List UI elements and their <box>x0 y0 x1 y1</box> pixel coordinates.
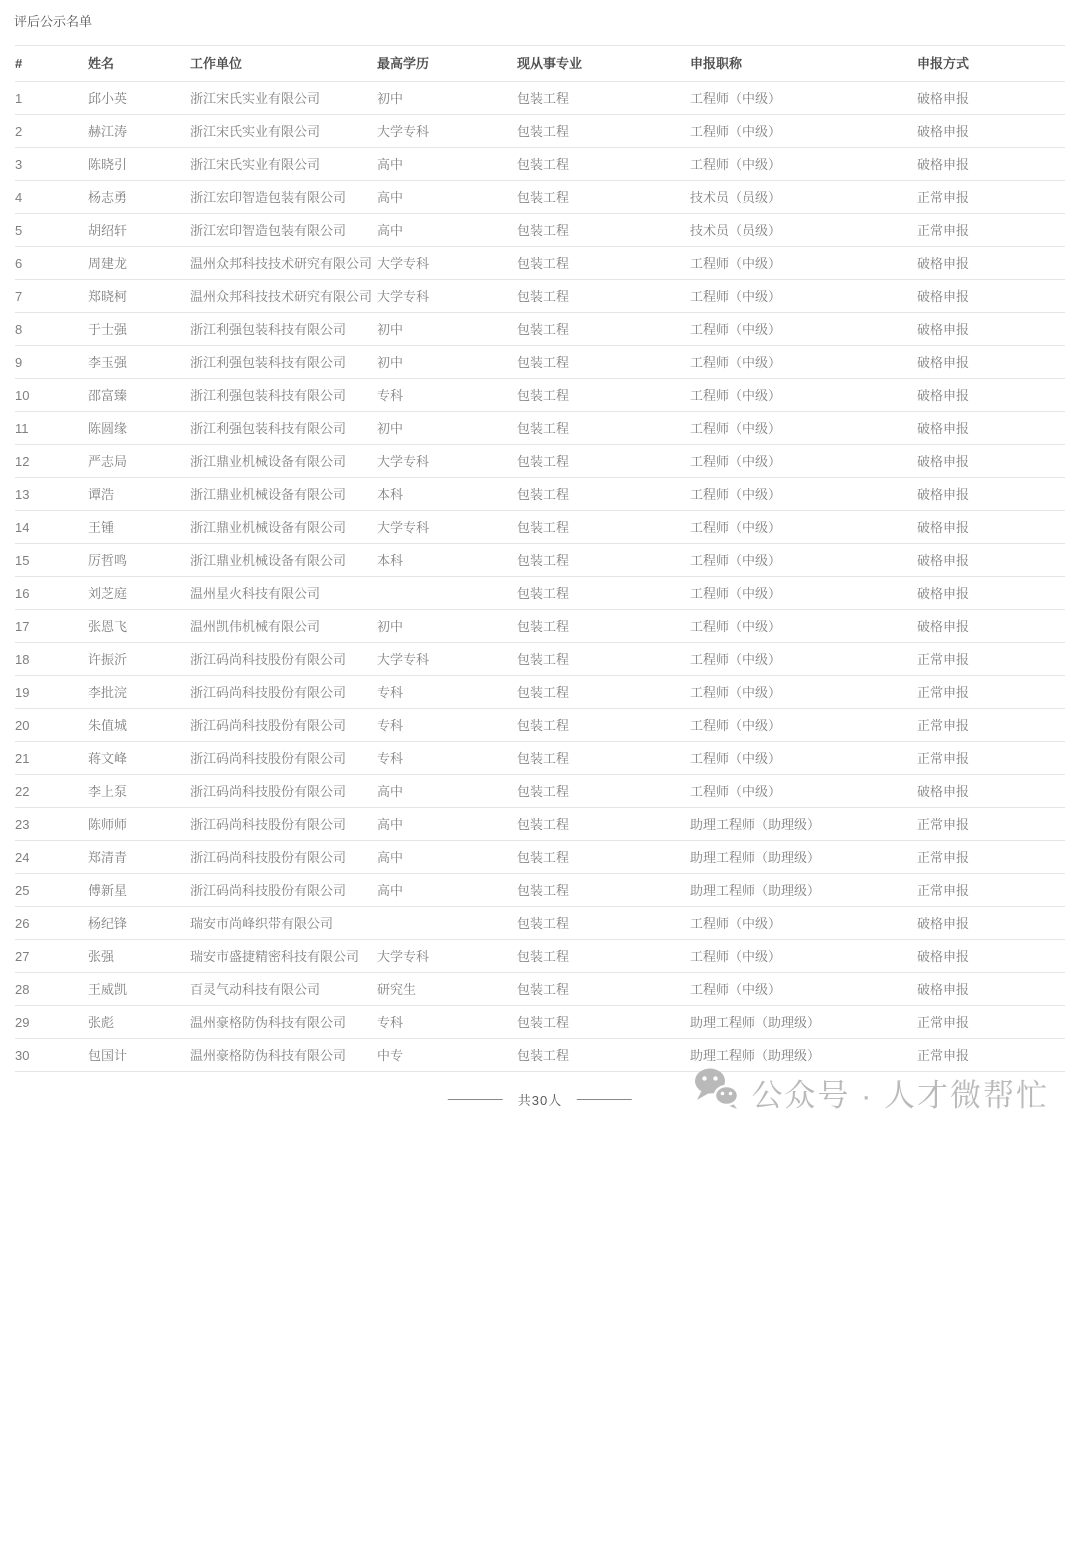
cell-num: 23 <box>15 808 88 841</box>
cell-company: 浙江宋氏实业有限公司 <box>190 148 377 181</box>
cell-method: 正常申报 <box>917 643 1065 676</box>
cell-company: 浙江鼎业机械设备有限公司 <box>190 445 377 478</box>
cell-title: 助理工程师（助理级） <box>690 1006 917 1039</box>
table-row <box>15 907 1065 940</box>
cell-method: 正常申报 <box>917 181 1065 214</box>
cell-name: 包国计 <box>88 1039 190 1072</box>
cell-num: 15 <box>15 544 88 577</box>
cell-title: 工程师（中级） <box>690 610 917 643</box>
cell-profession: 包装工程 <box>517 148 690 181</box>
cell-title: 工程师（中级） <box>690 544 917 577</box>
cell-method: 破格申报 <box>917 511 1065 544</box>
cell-education <box>377 907 517 940</box>
cell-method: 破格申报 <box>917 775 1065 808</box>
cell-education: 初中 <box>377 412 517 445</box>
table-row <box>15 676 1065 709</box>
cell-education: 初中 <box>377 313 517 346</box>
cell-title: 助理工程师（助理级） <box>690 874 917 907</box>
cell-profession: 包装工程 <box>517 742 690 775</box>
cell-num: 5 <box>15 214 88 247</box>
cell-num: 24 <box>15 841 88 874</box>
cell-company: 浙江码尚科技股份有限公司 <box>190 709 377 742</box>
cell-num: 20 <box>15 709 88 742</box>
cell-education: 初中 <box>377 82 517 115</box>
cell-title: 工程师（中级） <box>690 907 917 940</box>
table-row <box>15 379 1065 412</box>
cell-num: 22 <box>15 775 88 808</box>
cell-title: 工程师（中级） <box>690 511 917 544</box>
cell-education: 大学专科 <box>377 643 517 676</box>
cell-education <box>377 577 517 610</box>
cell-num: 25 <box>15 874 88 907</box>
cell-title: 工程师（中级） <box>690 775 917 808</box>
cell-education: 中专 <box>377 1039 517 1072</box>
cell-num: 21 <box>15 742 88 775</box>
cell-method: 破格申报 <box>917 478 1065 511</box>
cell-name: 杨志勇 <box>88 181 190 214</box>
cell-method: 破格申报 <box>917 346 1065 379</box>
cell-education: 高中 <box>377 775 517 808</box>
cell-education: 本科 <box>377 478 517 511</box>
cell-company: 浙江码尚科技股份有限公司 <box>190 808 377 841</box>
wechat-icon <box>693 1066 741 1118</box>
header-cell-num: # <box>15 46 88 82</box>
cell-company: 浙江码尚科技股份有限公司 <box>190 775 377 808</box>
cell-name: 陈圆缘 <box>88 412 190 445</box>
table-row <box>15 742 1065 775</box>
cell-name: 赫江涛 <box>88 115 190 148</box>
cell-profession: 包装工程 <box>517 709 690 742</box>
table-row <box>15 82 1065 115</box>
table-row <box>15 313 1065 346</box>
cell-title: 工程师（中级） <box>690 709 917 742</box>
cell-name: 郑清青 <box>88 841 190 874</box>
cell-method: 正常申报 <box>917 808 1065 841</box>
cell-method: 破格申报 <box>917 148 1065 181</box>
cell-method: 破格申报 <box>917 445 1065 478</box>
table-row <box>15 841 1065 874</box>
cell-company: 浙江鼎业机械设备有限公司 <box>190 544 377 577</box>
cell-name: 刘芝庭 <box>88 577 190 610</box>
cell-title: 工程师（中级） <box>690 346 917 379</box>
cell-profession: 包装工程 <box>517 379 690 412</box>
cell-method: 破格申报 <box>917 544 1065 577</box>
total-count-line <box>433 1090 647 1109</box>
cell-method: 正常申报 <box>917 676 1065 709</box>
table-row <box>15 709 1065 742</box>
cell-education: 大学专科 <box>377 115 517 148</box>
cell-num: 27 <box>15 940 88 973</box>
cell-num: 13 <box>15 478 88 511</box>
cell-education: 高中 <box>377 841 517 874</box>
cell-company: 浙江利强包装科技有限公司 <box>190 379 377 412</box>
cell-profession: 包装工程 <box>517 214 690 247</box>
cell-method: 破格申报 <box>917 577 1065 610</box>
cell-profession: 包装工程 <box>517 412 690 445</box>
cell-profession: 包装工程 <box>517 280 690 313</box>
cell-method: 破格申报 <box>917 379 1065 412</box>
cell-method: 破格申报 <box>917 280 1065 313</box>
cell-name: 邱小英 <box>88 82 190 115</box>
cell-profession: 包装工程 <box>517 940 690 973</box>
cell-profession: 包装工程 <box>517 181 690 214</box>
cell-name: 傅新星 <box>88 874 190 907</box>
cell-title: 工程师（中级） <box>690 148 917 181</box>
cell-education: 大学专科 <box>377 940 517 973</box>
cell-num: 9 <box>15 346 88 379</box>
header-cell-name: 姓名 <box>88 46 190 82</box>
cell-title: 助理工程师（助理级） <box>690 808 917 841</box>
cell-name: 陈晓引 <box>88 148 190 181</box>
table-row <box>15 412 1065 445</box>
cell-title: 工程师（中级） <box>690 676 917 709</box>
table-row <box>15 808 1065 841</box>
divider-line-left <box>448 1099 503 1100</box>
cell-name: 李玉强 <box>88 346 190 379</box>
cell-name: 胡绍轩 <box>88 214 190 247</box>
table-row <box>15 181 1065 214</box>
cell-profession: 包装工程 <box>517 247 690 280</box>
cell-method: 破格申报 <box>917 907 1065 940</box>
wechat-brand-label: 公众号 · 人才微帮忙 <box>751 1077 1049 1113</box>
cell-company: 浙江码尚科技股份有限公司 <box>190 676 377 709</box>
cell-name: 张恩飞 <box>88 610 190 643</box>
wechat-brand <box>693 1070 1049 1114</box>
cell-company: 温州豪格防伪科技有限公司 <box>190 1006 377 1039</box>
table-row <box>15 280 1065 313</box>
header-cell-title: 申报职称 <box>690 46 917 82</box>
cell-company: 浙江宏印智造包装有限公司 <box>190 181 377 214</box>
cell-profession: 包装工程 <box>517 82 690 115</box>
table-row <box>15 247 1065 280</box>
cell-profession: 包装工程 <box>517 577 690 610</box>
table-row <box>15 1006 1065 1039</box>
cell-company: 温州众邦科技技术研究有限公司 <box>190 280 377 313</box>
cell-num: 7 <box>15 280 88 313</box>
cell-company: 浙江鼎业机械设备有限公司 <box>190 511 377 544</box>
table-row <box>15 874 1065 907</box>
cell-company: 瑞安市尚峰织带有限公司 <box>190 907 377 940</box>
cell-name: 王锺 <box>88 511 190 544</box>
cell-profession: 包装工程 <box>517 643 690 676</box>
roster-table <box>15 45 1065 1072</box>
cell-education: 专科 <box>377 1006 517 1039</box>
cell-profession: 包装工程 <box>517 1006 690 1039</box>
cell-profession: 包装工程 <box>517 115 690 148</box>
cell-education: 大学专科 <box>377 445 517 478</box>
cell-title: 工程师（中级） <box>690 973 917 1006</box>
cell-title: 工程师（中级） <box>690 412 917 445</box>
cell-education: 研究生 <box>377 973 517 1006</box>
cell-title: 助理工程师（助理级） <box>690 841 917 874</box>
cell-education: 大学专科 <box>377 247 517 280</box>
cell-method: 破格申报 <box>917 610 1065 643</box>
table-row <box>15 214 1065 247</box>
cell-name: 李上泵 <box>88 775 190 808</box>
cell-name: 邵富臻 <box>88 379 190 412</box>
cell-name: 严志局 <box>88 445 190 478</box>
cell-company: 浙江利强包装科技有限公司 <box>190 313 377 346</box>
cell-company: 百灵气动科技有限公司 <box>190 973 377 1006</box>
cell-title: 技术员（员级） <box>690 214 917 247</box>
table-row <box>15 940 1065 973</box>
cell-profession: 包装工程 <box>517 610 690 643</box>
cell-title: 工程师（中级） <box>690 280 917 313</box>
table-row <box>15 511 1065 544</box>
cell-num: 14 <box>15 511 88 544</box>
cell-title: 工程师（中级） <box>690 940 917 973</box>
cell-name: 郑晓柯 <box>88 280 190 313</box>
cell-education: 大学专科 <box>377 280 517 313</box>
cell-education: 高中 <box>377 148 517 181</box>
cell-num: 26 <box>15 907 88 940</box>
table-row <box>15 115 1065 148</box>
divider-line-right <box>577 1099 632 1100</box>
cell-num: 17 <box>15 610 88 643</box>
cell-title: 工程师（中级） <box>690 82 917 115</box>
table-row <box>15 346 1065 379</box>
cell-title: 工程师（中级） <box>690 577 917 610</box>
cell-num: 29 <box>15 1006 88 1039</box>
table-row <box>15 478 1065 511</box>
table-row <box>15 973 1065 1006</box>
cell-method: 破格申报 <box>917 82 1065 115</box>
cell-title: 工程师（中级） <box>690 478 917 511</box>
cell-method: 正常申报 <box>917 1006 1065 1039</box>
cell-company: 浙江利强包装科技有限公司 <box>190 412 377 445</box>
table-row <box>15 445 1065 478</box>
cell-company: 浙江宋氏实业有限公司 <box>190 82 377 115</box>
cell-education: 初中 <box>377 610 517 643</box>
cell-profession: 包装工程 <box>517 775 690 808</box>
cell-profession: 包装工程 <box>517 511 690 544</box>
cell-profession: 包装工程 <box>517 874 690 907</box>
cell-profession: 包装工程 <box>517 841 690 874</box>
cell-name: 于士强 <box>88 313 190 346</box>
cell-num: 19 <box>15 676 88 709</box>
table-body <box>15 82 1065 1072</box>
cell-method: 破格申报 <box>917 973 1065 1006</box>
cell-company: 温州星火科技有限公司 <box>190 577 377 610</box>
cell-company: 浙江码尚科技股份有限公司 <box>190 874 377 907</box>
header-cell-company: 工作单位 <box>190 46 377 82</box>
cell-method: 正常申报 <box>917 742 1065 775</box>
table-row <box>15 775 1065 808</box>
header-row <box>15 46 1065 82</box>
cell-company: 浙江宏印智造包装有限公司 <box>190 214 377 247</box>
cell-profession: 包装工程 <box>517 1039 690 1072</box>
cell-num: 16 <box>15 577 88 610</box>
table-row <box>15 610 1065 643</box>
cell-num: 4 <box>15 181 88 214</box>
cell-num: 18 <box>15 643 88 676</box>
cell-name: 张强 <box>88 940 190 973</box>
cell-method: 正常申报 <box>917 709 1065 742</box>
cell-education: 专科 <box>377 676 517 709</box>
total-count-label: 共30人 <box>517 1093 563 1108</box>
cell-profession: 包装工程 <box>517 973 690 1006</box>
cell-profession: 包装工程 <box>517 313 690 346</box>
cell-name: 谭浩 <box>88 478 190 511</box>
cell-name: 朱值城 <box>88 709 190 742</box>
cell-company: 浙江码尚科技股份有限公司 <box>190 643 377 676</box>
cell-profession: 包装工程 <box>517 346 690 379</box>
cell-education: 高中 <box>377 181 517 214</box>
cell-num: 12 <box>15 445 88 478</box>
cell-profession: 包装工程 <box>517 808 690 841</box>
table-row <box>15 1039 1065 1072</box>
cell-method: 正常申报 <box>917 1039 1065 1072</box>
cell-profession: 包装工程 <box>517 478 690 511</box>
cell-method: 破格申报 <box>917 313 1065 346</box>
header-cell-method: 申报方式 <box>917 46 1065 82</box>
cell-title: 工程师（中级） <box>690 742 917 775</box>
cell-profession: 包装工程 <box>517 544 690 577</box>
cell-title: 工程师（中级） <box>690 313 917 346</box>
cell-profession: 包装工程 <box>517 676 690 709</box>
cell-education: 初中 <box>377 346 517 379</box>
cell-name: 陈师师 <box>88 808 190 841</box>
cell-name: 李批浣 <box>88 676 190 709</box>
cell-profession: 包装工程 <box>517 907 690 940</box>
cell-name: 许振沂 <box>88 643 190 676</box>
table-row <box>15 148 1065 181</box>
cell-title: 工程师（中级） <box>690 379 917 412</box>
cell-company: 浙江鼎业机械设备有限公司 <box>190 478 377 511</box>
cell-company: 浙江码尚科技股份有限公司 <box>190 841 377 874</box>
cell-name: 张彪 <box>88 1006 190 1039</box>
cell-company: 浙江利强包装科技有限公司 <box>190 346 377 379</box>
cell-num: 1 <box>15 82 88 115</box>
cell-profession: 包装工程 <box>517 445 690 478</box>
cell-company: 温州豪格防伪科技有限公司 <box>190 1039 377 1072</box>
cell-num: 6 <box>15 247 88 280</box>
cell-method: 破格申报 <box>917 115 1065 148</box>
cell-company: 温州凯伟机械有限公司 <box>190 610 377 643</box>
cell-method: 正常申报 <box>917 214 1065 247</box>
cell-company: 温州众邦科技技术研究有限公司 <box>190 247 377 280</box>
cell-num: 8 <box>15 313 88 346</box>
table-row <box>15 544 1065 577</box>
cell-method: 正常申报 <box>917 874 1065 907</box>
footer <box>0 1072 1080 1130</box>
cell-education: 大学专科 <box>377 511 517 544</box>
cell-education: 高中 <box>377 808 517 841</box>
cell-company: 瑞安市盛捷精密科技有限公司 <box>190 940 377 973</box>
table-row <box>15 577 1065 610</box>
cell-name: 厉哲鸣 <box>88 544 190 577</box>
cell-education: 专科 <box>377 742 517 775</box>
table-header <box>15 46 1065 82</box>
cell-name: 杨纪锋 <box>88 907 190 940</box>
cell-education: 高中 <box>377 214 517 247</box>
cell-name: 王威凯 <box>88 973 190 1006</box>
header-cell-profession: 现从事专业 <box>517 46 690 82</box>
cell-title: 工程师（中级） <box>690 643 917 676</box>
cell-education: 高中 <box>377 874 517 907</box>
cell-num: 11 <box>15 412 88 445</box>
header-cell-education: 最高学历 <box>377 46 517 82</box>
cell-name: 蒋文峰 <box>88 742 190 775</box>
cell-num: 28 <box>15 973 88 1006</box>
cell-name: 周建龙 <box>88 247 190 280</box>
cell-title: 工程师（中级） <box>690 445 917 478</box>
cell-num: 30 <box>15 1039 88 1072</box>
cell-title: 助理工程师（助理级） <box>690 1039 917 1072</box>
cell-education: 专科 <box>377 379 517 412</box>
cell-method: 破格申报 <box>917 412 1065 445</box>
cell-num: 3 <box>15 148 88 181</box>
cell-method: 破格申报 <box>917 247 1065 280</box>
cell-method: 正常申报 <box>917 841 1065 874</box>
cell-education: 专科 <box>377 709 517 742</box>
cell-company: 浙江码尚科技股份有限公司 <box>190 742 377 775</box>
cell-method: 破格申报 <box>917 940 1065 973</box>
cell-num: 2 <box>15 115 88 148</box>
cell-company: 浙江宋氏实业有限公司 <box>190 115 377 148</box>
cell-num: 10 <box>15 379 88 412</box>
cell-title: 工程师（中级） <box>690 115 917 148</box>
page-title: 评后公示名单 <box>14 14 93 29</box>
cell-education: 本科 <box>377 544 517 577</box>
cell-title: 技术员（员级） <box>690 181 917 214</box>
cell-title: 工程师（中级） <box>690 247 917 280</box>
table-row <box>15 643 1065 676</box>
